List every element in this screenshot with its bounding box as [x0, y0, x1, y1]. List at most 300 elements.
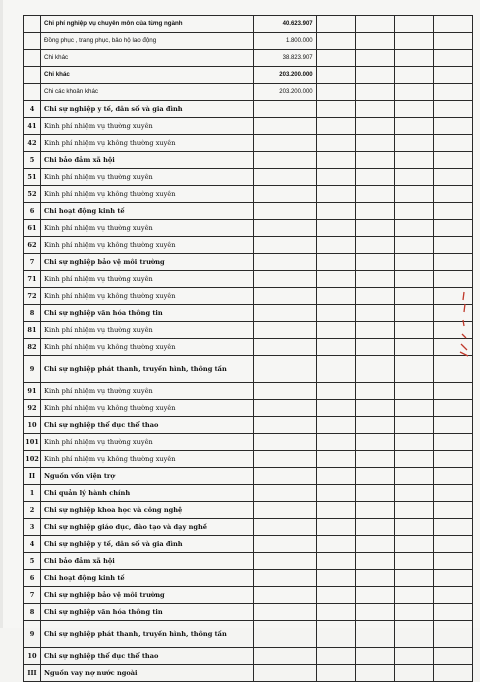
empty-cell [316, 356, 355, 383]
row-number: 7 [24, 587, 41, 604]
row-number: 4 [24, 101, 41, 118]
row-amount [253, 648, 316, 665]
row-amount [253, 502, 316, 519]
row-number: 8 [24, 604, 41, 621]
empty-cell [355, 220, 394, 237]
row-number: 3 [24, 519, 41, 536]
empty-cell [355, 305, 394, 322]
empty-cell [316, 451, 355, 468]
row-amount [253, 621, 316, 648]
empty-cell [394, 400, 433, 417]
table-row [24, 417, 473, 434]
table-row [24, 220, 473, 237]
empty-cell [394, 604, 433, 621]
row-amount: 40.623.907 [253, 16, 316, 33]
empty-cell [433, 16, 472, 33]
row-label: Kinh phí nhiệm vụ không thường xuyên [41, 288, 253, 305]
empty-cell [394, 203, 433, 220]
row-amount [253, 322, 316, 339]
row-label: Chi sự nghiệp bảo vệ môi trường [41, 254, 253, 271]
row-number: 92 [24, 400, 41, 417]
empty-cell [355, 451, 394, 468]
row-number: 81 [24, 322, 41, 339]
table-row [24, 356, 473, 383]
empty-cell [394, 135, 433, 152]
row-label: Chi bảo đảm xã hội [41, 553, 253, 570]
empty-cell [316, 570, 355, 587]
row-amount [253, 451, 316, 468]
row-number: 9 [24, 356, 41, 383]
empty-cell [355, 570, 394, 587]
empty-cell [316, 339, 355, 356]
table-row [24, 237, 473, 254]
row-label: Chi sự nghiệp giáo dục, đào tạo và dạy nghề [41, 519, 253, 536]
empty-cell [316, 305, 355, 322]
empty-cell [316, 434, 355, 451]
table-row [24, 485, 473, 502]
row-amount [253, 135, 316, 152]
empty-cell [433, 118, 472, 135]
empty-cell [394, 339, 433, 356]
row-number: 62 [24, 237, 41, 254]
empty-cell [433, 621, 472, 648]
row-amount [253, 271, 316, 288]
row-number: 1 [24, 485, 41, 502]
empty-cell [394, 220, 433, 237]
empty-cell [394, 553, 433, 570]
row-amount: 1.800.000 [253, 33, 316, 50]
empty-cell [316, 118, 355, 135]
empty-cell [355, 339, 394, 356]
empty-cell [394, 502, 433, 519]
empty-cell [433, 383, 472, 400]
table-row [24, 553, 473, 570]
row-label: Kinh phí nhiệm vụ thường xuyên [41, 322, 253, 339]
empty-cell [394, 118, 433, 135]
row-number: 72 [24, 288, 41, 305]
row-label: Chi sự nghiệp y tế, dân số và gia đình [41, 101, 253, 118]
table-row [24, 322, 473, 339]
empty-cell [433, 451, 472, 468]
row-label: Chi các khoản khác [41, 84, 253, 101]
empty-cell [433, 417, 472, 434]
empty-cell [355, 604, 394, 621]
empty-cell [355, 237, 394, 254]
empty-cell [355, 417, 394, 434]
empty-cell [316, 135, 355, 152]
empty-cell [433, 50, 472, 67]
row-number: 9 [24, 621, 41, 648]
empty-cell [394, 417, 433, 434]
table-row [24, 400, 473, 417]
empty-cell [394, 587, 433, 604]
row-label: Kinh phí nhiệm vụ không thường xuyên [41, 451, 253, 468]
table-row [24, 169, 473, 186]
empty-cell [316, 648, 355, 665]
empty-cell [316, 519, 355, 536]
empty-cell [394, 271, 433, 288]
empty-cell [433, 203, 472, 220]
table-row [24, 451, 473, 468]
row-label: Chi phí nghiệp vụ chuyên môn của từng ngành [41, 16, 253, 33]
row-label: Kinh phí nhiệm vụ thường xuyên [41, 434, 253, 451]
empty-cell [316, 237, 355, 254]
empty-cell [433, 519, 472, 536]
row-label: Nguồn vay nợ nước ngoài [41, 665, 253, 682]
row-label: Chi sự nghiệp phát thanh, truyền hình, thông tấn [41, 621, 253, 648]
empty-cell [355, 254, 394, 271]
empty-cell [433, 665, 472, 682]
empty-cell [394, 237, 433, 254]
row-amount [253, 604, 316, 621]
table-row [24, 101, 473, 118]
empty-cell [394, 434, 433, 451]
empty-cell [433, 502, 472, 519]
empty-cell [433, 648, 472, 665]
budget-table-body [24, 16, 473, 682]
table-row [24, 648, 473, 665]
row-label: Nguồn vốn viện trợ [41, 468, 253, 485]
empty-cell [316, 604, 355, 621]
row-amount [253, 536, 316, 553]
table-row [24, 118, 473, 135]
row-label: Chi bảo đảm xã hội [41, 152, 253, 169]
row-label: Kinh phí nhiệm vụ không thường xuyên [41, 339, 253, 356]
table-row [24, 383, 473, 400]
row-number: 102 [24, 451, 41, 468]
empty-cell [394, 152, 433, 169]
row-label: Chi khác [41, 50, 253, 67]
row-number: 10 [24, 648, 41, 665]
row-amount: 203.200.000 [253, 84, 316, 101]
empty-cell [316, 220, 355, 237]
table-row [24, 665, 473, 682]
row-amount: 38.823.907 [253, 50, 316, 67]
table-row [24, 50, 473, 67]
row-label: Chi sự nghiệp văn hóa thông tin [41, 305, 253, 322]
row-amount [253, 553, 316, 570]
empty-cell [433, 152, 472, 169]
row-label: Kinh phí nhiệm vụ không thường xuyên [41, 135, 253, 152]
empty-cell [316, 16, 355, 33]
empty-cell [316, 621, 355, 648]
empty-cell [394, 33, 433, 50]
row-number: 71 [24, 271, 41, 288]
row-number [24, 84, 41, 101]
budget-table [23, 15, 473, 682]
empty-cell [316, 152, 355, 169]
empty-cell [316, 84, 355, 101]
empty-cell [355, 135, 394, 152]
empty-cell [355, 271, 394, 288]
row-amount [253, 400, 316, 417]
empty-cell [316, 50, 355, 67]
row-label: Chi sự nghiệp phát thanh, truyền hình, thông tấn [41, 356, 253, 383]
empty-cell [355, 152, 394, 169]
empty-cell [316, 468, 355, 485]
empty-cell [316, 400, 355, 417]
empty-cell [394, 356, 433, 383]
row-amount [253, 152, 316, 169]
empty-cell [316, 553, 355, 570]
empty-cell [355, 322, 394, 339]
row-label: Chi sự nghiệp bảo vệ môi trường [41, 587, 253, 604]
empty-cell [355, 169, 394, 186]
table-row [24, 152, 473, 169]
empty-cell [394, 322, 433, 339]
empty-cell [355, 665, 394, 682]
empty-cell [394, 570, 433, 587]
empty-cell [394, 468, 433, 485]
empty-cell [394, 485, 433, 502]
empty-cell [355, 16, 394, 33]
row-label: Kinh phí nhiệm vụ không thường xuyên [41, 237, 253, 254]
table-row [24, 84, 473, 101]
empty-cell [355, 383, 394, 400]
empty-cell [316, 383, 355, 400]
table-row [24, 434, 473, 451]
row-label: Kinh phí nhiệm vụ thường xuyên [41, 118, 253, 135]
empty-cell [433, 468, 472, 485]
row-amount [253, 254, 316, 271]
row-number: 4 [24, 536, 41, 553]
table-row [24, 16, 473, 33]
empty-cell [316, 536, 355, 553]
empty-cell [316, 67, 355, 84]
row-number: 101 [24, 434, 41, 451]
empty-cell [433, 536, 472, 553]
row-number: 5 [24, 553, 41, 570]
empty-cell [433, 587, 472, 604]
empty-cell [355, 203, 394, 220]
row-number: 10 [24, 417, 41, 434]
row-label: Đồng phục , trang phục, bảo hộ lao động [41, 33, 253, 50]
empty-cell [433, 67, 472, 84]
empty-cell [433, 254, 472, 271]
row-number [24, 33, 41, 50]
table-row [24, 536, 473, 553]
empty-cell [355, 33, 394, 50]
row-amount [253, 237, 316, 254]
empty-cell [394, 621, 433, 648]
empty-cell [316, 101, 355, 118]
row-amount [253, 220, 316, 237]
empty-cell [433, 485, 472, 502]
row-amount [253, 186, 316, 203]
table-row [24, 519, 473, 536]
empty-cell [316, 502, 355, 519]
empty-cell [394, 101, 433, 118]
row-number: 6 [24, 570, 41, 587]
row-label: Chi quản lý hành chính [41, 485, 253, 502]
row-number: 61 [24, 220, 41, 237]
empty-cell [316, 322, 355, 339]
empty-cell [394, 648, 433, 665]
row-label: Chi sự nghiệp khoa học và công nghệ [41, 502, 253, 519]
empty-cell [394, 84, 433, 101]
row-label: Chi khác [41, 67, 253, 84]
empty-cell [355, 536, 394, 553]
empty-cell [394, 16, 433, 33]
empty-cell [433, 169, 472, 186]
empty-cell [433, 604, 472, 621]
row-label: Chi sự nghiệp thể dục thể thao [41, 417, 253, 434]
empty-cell [316, 254, 355, 271]
empty-cell [355, 485, 394, 502]
empty-cell [433, 101, 472, 118]
row-label: Kinh phí nhiệm vụ không thường xuyên [41, 186, 253, 203]
empty-cell [433, 220, 472, 237]
empty-cell [433, 400, 472, 417]
row-amount [253, 417, 316, 434]
empty-cell [355, 468, 394, 485]
row-number [24, 50, 41, 67]
row-label: Kinh phí nhiệm vụ không thường xuyên [41, 400, 253, 417]
row-number: 91 [24, 383, 41, 400]
row-amount [253, 434, 316, 451]
row-amount [253, 305, 316, 322]
row-label: Kinh phí nhiệm vụ thường xuyên [41, 383, 253, 400]
empty-cell [355, 186, 394, 203]
table-row [24, 288, 473, 305]
table-row [24, 587, 473, 604]
table-row [24, 186, 473, 203]
row-amount [253, 383, 316, 400]
row-amount [253, 169, 316, 186]
row-number [24, 67, 41, 84]
row-amount [253, 519, 316, 536]
empty-cell [433, 271, 472, 288]
table-row [24, 604, 473, 621]
empty-cell [433, 434, 472, 451]
row-number: 6 [24, 203, 41, 220]
table-row [24, 135, 473, 152]
row-number [24, 16, 41, 33]
empty-cell [355, 434, 394, 451]
row-label: Kinh phí nhiệm vụ thường xuyên [41, 220, 253, 237]
table-row [24, 339, 473, 356]
row-amount [253, 570, 316, 587]
empty-cell [355, 101, 394, 118]
empty-cell [394, 254, 433, 271]
row-number: 8 [24, 305, 41, 322]
empty-cell [316, 485, 355, 502]
empty-cell [394, 383, 433, 400]
row-label: Chi sự nghiệp y tế, dân số và gia đình [41, 536, 253, 553]
row-number: 5 [24, 152, 41, 169]
row-number: 41 [24, 118, 41, 135]
row-label: Chi hoạt động kinh tế [41, 570, 253, 587]
empty-cell [316, 169, 355, 186]
row-amount [253, 339, 316, 356]
row-label: Chi sự nghiệp văn hóa thông tin [41, 604, 253, 621]
row-amount [253, 118, 316, 135]
empty-cell [316, 288, 355, 305]
row-amount [253, 356, 316, 383]
empty-cell [316, 665, 355, 682]
empty-cell [355, 118, 394, 135]
row-number: 2 [24, 502, 41, 519]
empty-cell [433, 84, 472, 101]
row-amount [253, 468, 316, 485]
empty-cell [355, 84, 394, 101]
empty-cell [394, 50, 433, 67]
empty-cell [316, 33, 355, 50]
table-row [24, 621, 473, 648]
row-amount: 203.200.000 [253, 67, 316, 84]
table-row [24, 502, 473, 519]
empty-cell [394, 519, 433, 536]
table-row [24, 570, 473, 587]
row-amount [253, 101, 316, 118]
scan-edge [0, 0, 3, 628]
empty-cell [433, 553, 472, 570]
row-label: Kinh phí nhiệm vụ thường xuyên [41, 169, 253, 186]
empty-cell [394, 451, 433, 468]
empty-cell [355, 519, 394, 536]
empty-cell [355, 50, 394, 67]
empty-cell [394, 305, 433, 322]
empty-cell [433, 33, 472, 50]
row-amount [253, 288, 316, 305]
table-row [24, 203, 473, 220]
row-amount [253, 587, 316, 604]
row-number: 82 [24, 339, 41, 356]
empty-cell [355, 553, 394, 570]
row-amount [253, 665, 316, 682]
table-row [24, 468, 473, 485]
empty-cell [316, 203, 355, 220]
table-row [24, 67, 473, 84]
table-row [24, 271, 473, 288]
empty-cell [433, 135, 472, 152]
empty-cell [394, 186, 433, 203]
row-number: 52 [24, 186, 41, 203]
row-number: II [24, 468, 41, 485]
empty-cell [394, 288, 433, 305]
empty-cell [355, 356, 394, 383]
empty-cell [394, 536, 433, 553]
empty-cell [316, 417, 355, 434]
empty-cell [394, 169, 433, 186]
row-amount [253, 203, 316, 220]
empty-cell [355, 67, 394, 84]
empty-cell [355, 648, 394, 665]
empty-cell [355, 587, 394, 604]
empty-cell [316, 271, 355, 288]
empty-cell [433, 186, 472, 203]
empty-cell [316, 186, 355, 203]
empty-cell [355, 502, 394, 519]
row-amount [253, 485, 316, 502]
table-row [24, 33, 473, 50]
table-row [24, 305, 473, 322]
red-stamp-mark [458, 290, 470, 360]
row-number: 42 [24, 135, 41, 152]
row-label: Chi sự nghiệp thể dục thể thao [41, 648, 253, 665]
row-number: 51 [24, 169, 41, 186]
empty-cell [433, 570, 472, 587]
row-label: Kinh phí nhiệm vụ thường xuyên [41, 271, 253, 288]
empty-cell [355, 288, 394, 305]
empty-cell [394, 67, 433, 84]
empty-cell [316, 587, 355, 604]
row-label: Chi hoạt động kinh tế [41, 203, 253, 220]
empty-cell [433, 237, 472, 254]
empty-cell [394, 665, 433, 682]
table-row [24, 254, 473, 271]
row-number: III [24, 665, 41, 682]
